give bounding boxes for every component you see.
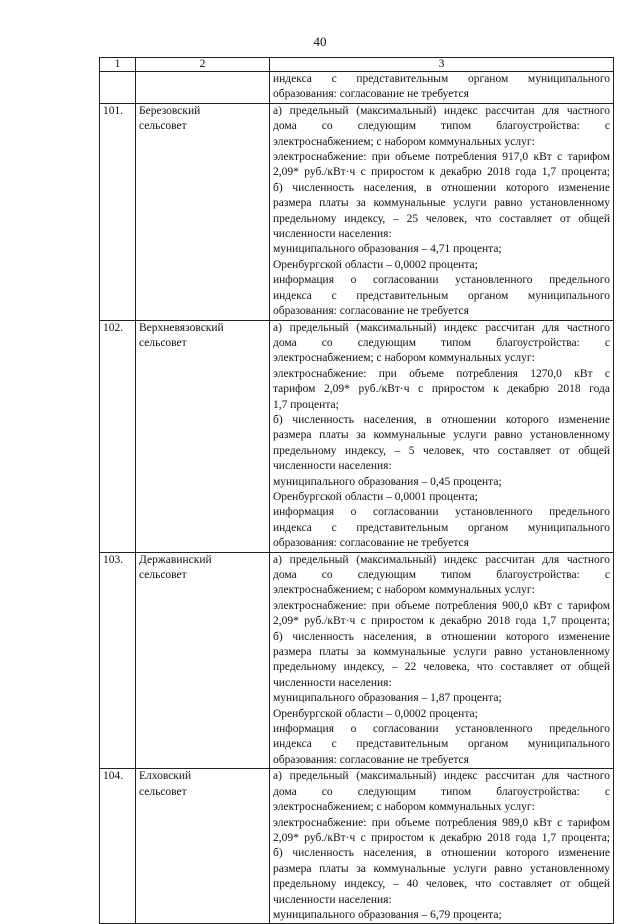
description-line: образования: согласование не требуется	[273, 537, 469, 550]
description-line: б) численность населения, в отношении которого изменение	[273, 630, 610, 643]
row-number: 102.	[100, 320, 136, 552]
description-line: размера платы за коммунальные услуги равно установленному	[273, 862, 610, 875]
description-line: муниципального образования – 6,79 процента;	[273, 908, 502, 921]
description-line: муниципального образования – 4,71 процента;	[273, 243, 502, 256]
description-line: электроснабжение: при объеме потребления 917,0 кВт с тарифом	[273, 151, 610, 164]
description-line: 1,7 процента;	[273, 398, 339, 411]
description-line: электроснабжение: при объеме потребления 900,0 кВт с тарифом	[273, 599, 610, 612]
settlement-name-line: сельсовет	[139, 785, 187, 798]
index-description	[270, 320, 614, 552]
description-line: индекса с представительным органом муниципального	[273, 738, 610, 751]
description-line: Оренбургской области – 0,0002 процента;	[273, 707, 478, 720]
settlements-table	[99, 57, 614, 924]
row-number: 104.	[100, 769, 136, 924]
row-number: 101.	[100, 103, 136, 320]
column-header-1: 1	[100, 58, 136, 72]
description-line: Оренбургской области – 0,0002 процента;	[273, 258, 478, 271]
row-number	[100, 72, 136, 104]
description-line: а) предельный (максимальный) индекс рассчитан для частного	[273, 770, 610, 783]
description-line: дома со следующим типом благоустройства: с	[273, 120, 610, 133]
description-line: индекса с представительным органом муниципального	[273, 289, 610, 302]
description-line: образования: согласование не требуется	[273, 305, 469, 318]
settlement-name-line: Верхневязовский	[139, 321, 224, 334]
table-row	[100, 320, 614, 552]
description-line: дома со следующим типом благоустройства: с	[273, 785, 610, 798]
description-line: электроснабжением; с набором коммунальных услуг:	[273, 584, 535, 597]
description-line: предельному индексу, – 40 человек, что составляет от общей	[273, 878, 610, 891]
settlement-name-line: Елховский	[139, 770, 192, 783]
description-line: а) предельный (максимальный) индекс рассчитан для частного	[273, 321, 610, 334]
index-description	[270, 103, 614, 320]
description-line: численности населения:	[273, 676, 392, 689]
description-line: б) численность населения, в отношении которого изменение	[273, 413, 610, 426]
table-row	[100, 552, 614, 769]
description-line: образования: согласование не требуется	[273, 88, 469, 101]
description-line: муниципального образования – 0,45 процента;	[273, 475, 502, 488]
index-description	[270, 552, 614, 769]
description-line: численности населения:	[273, 460, 392, 473]
settlement-name	[136, 103, 270, 320]
index-description	[270, 72, 614, 104]
description-line: образования: согласование не требуется	[273, 753, 469, 766]
description-line: размера платы за коммунальные услуги равно установленному	[273, 197, 610, 210]
description-line: электроснабжением; с набором коммунальных услуг:	[273, 801, 535, 814]
settlement-name	[136, 320, 270, 552]
page-number: 40	[313, 34, 327, 49]
description-line: индекса с представительным органом муниципального	[273, 73, 610, 85]
index-description	[270, 769, 614, 924]
settlement-name-line: сельсовет	[139, 120, 187, 133]
description-line: б) численность населения, в отношении которого изменение	[273, 181, 610, 194]
settlement-name-line: сельсовет	[139, 569, 187, 581]
description-line: электроснабжением; с набором коммунальных услуг:	[273, 135, 535, 148]
settlement-name-line: Державинский	[139, 553, 212, 566]
description-line: предельному индексу, – 22 человека, что составляет от общей	[273, 661, 610, 674]
settlement-name	[136, 552, 270, 769]
description-line: а) предельный (максимальный) индекс рассчитан для частного	[273, 104, 610, 117]
column-header-3: 3	[270, 58, 614, 72]
description-line: б) численность населения, в отношении которого изменение	[273, 847, 610, 860]
table-row	[100, 72, 614, 104]
table-row	[100, 769, 614, 924]
table-row	[100, 103, 614, 320]
description-line: информация о согласовании установленного предельного	[273, 274, 610, 287]
table-header-row	[100, 58, 614, 72]
description-line: дома со следующим типом благоустройства: с	[273, 336, 610, 349]
description-line: информация о согласовании установленного предельного	[273, 723, 610, 736]
description-line: индекса с представительным органом муниципального	[273, 521, 610, 534]
table-body	[100, 72, 614, 924]
column-header-2: 2	[136, 58, 270, 72]
description-line: 2,09* руб./кВт·ч с приростом к декабрю 2018 года 1,7 процента;	[273, 166, 610, 179]
description-line: 2,09* руб./кВт·ч с приростом к декабрю 2018 года 1,7 процента;	[273, 615, 610, 628]
description-line: электроснабжение: при объеме потребления 989,0 кВт с тарифом	[273, 816, 610, 829]
settlement-name-line: сельсовет	[139, 336, 187, 349]
description-line: а) предельный (максимальный) индекс рассчитан для частного	[273, 553, 610, 566]
settlement-name	[136, 72, 270, 104]
description-line: численности населения:	[273, 893, 392, 906]
description-line: Оренбургской области – 0,0001 процента;	[273, 490, 478, 503]
description-line: электроснабжением; с набором коммунальных услуг:	[273, 352, 535, 365]
description-line: муниципального образования – 1,87 процента;	[273, 692, 502, 705]
description-line: тарифом 2,09* руб./кВт·ч с приростом к декабрю 2018 года	[273, 383, 610, 396]
description-line: информация о согласовании установленного предельного	[273, 506, 610, 519]
description-line: предельному индексу, – 5 человек, что составляет от общей	[273, 444, 610, 457]
description-line: численности населения:	[273, 228, 392, 241]
description-line: размера платы за коммунальные услуги равно установленному	[273, 646, 610, 659]
settlement-name-line: Березовский	[139, 104, 201, 117]
description-line: размера платы за коммунальные услуги равно установленному	[273, 429, 610, 442]
description-line: электроснабжение: при объеме потребления 1270,0 кВт с	[273, 367, 610, 380]
description-line: предельному индексу, – 25 человек, что составляет от общей	[273, 212, 610, 225]
description-line: 2,09* руб./кВт·ч с приростом к декабрю 2018 года 1,7 процента;	[273, 831, 610, 844]
description-line: дома со следующим типом благоустройства: с	[273, 569, 610, 581]
settlement-name	[136, 769, 270, 924]
row-number: 103.	[100, 552, 136, 769]
